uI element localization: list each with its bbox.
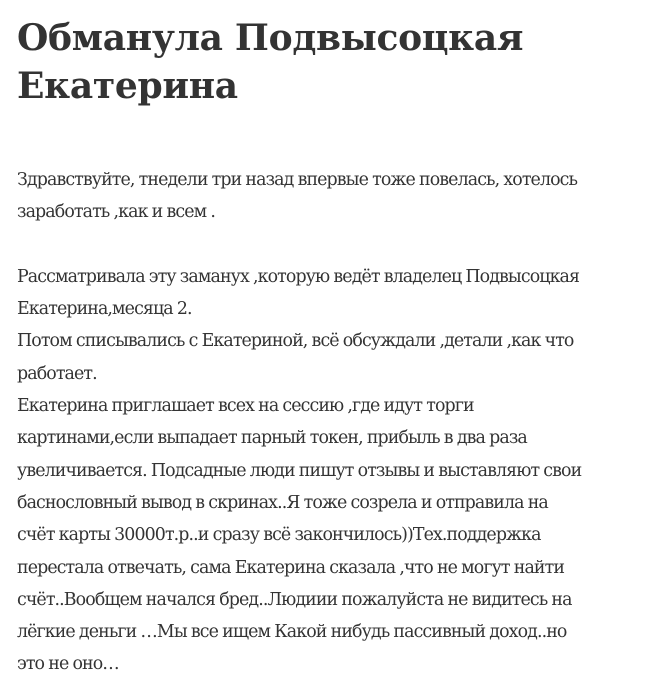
article-body bbox=[17, 164, 662, 681]
paragraph-gap bbox=[17, 229, 662, 261]
body-line: счёт карты 30000т.р..и сразу всё закончилось))Тех.поддержка bbox=[17, 525, 541, 546]
body-line: работает. bbox=[17, 363, 97, 384]
article-title bbox=[17, 14, 662, 110]
body-line: баснословный вывод в скринах..Я тоже созрела и отправила на bbox=[17, 492, 548, 513]
article-title-line: Екатерина bbox=[17, 65, 238, 107]
body-line: счёт..Вообщем начался бред..Людиии пожалуйста не видитесь на bbox=[17, 589, 572, 610]
body-line: заработать ,как и всем . bbox=[17, 202, 215, 223]
article-title-line: Обманула Подвысоцкая bbox=[17, 17, 524, 59]
body-line: Екатерина,месяца 2. bbox=[17, 299, 192, 320]
body-line: это не оно… bbox=[17, 654, 119, 675]
body-line: перестала отвечать, сама Екатерина сказала ,что не могут найти bbox=[17, 557, 565, 578]
body-line: Потом списывались с Екатериной, всё обсуждали ,детали ,как что bbox=[17, 331, 574, 352]
article bbox=[17, 0, 662, 681]
body-line: Здравствуйте, тнедели три назад впервые тоже повелась, хотелось bbox=[17, 170, 578, 190]
body-line: картинами,если выпадает парный токен, прибыль в два раза bbox=[17, 428, 527, 449]
body-line: лёгкие деньги …Мы все ищем Какой нибудь пассивный доход..но bbox=[17, 622, 567, 643]
body-line: Екатерина приглашает всех на сессию ,где идут торги bbox=[17, 396, 474, 417]
body-line: увеличивается. Подсадные люди пишут отзывы и выставляют свои bbox=[17, 460, 582, 481]
body-line: Рассматривала эту заманух ,которую ведёт владелец Подвысоцкая bbox=[17, 266, 580, 287]
